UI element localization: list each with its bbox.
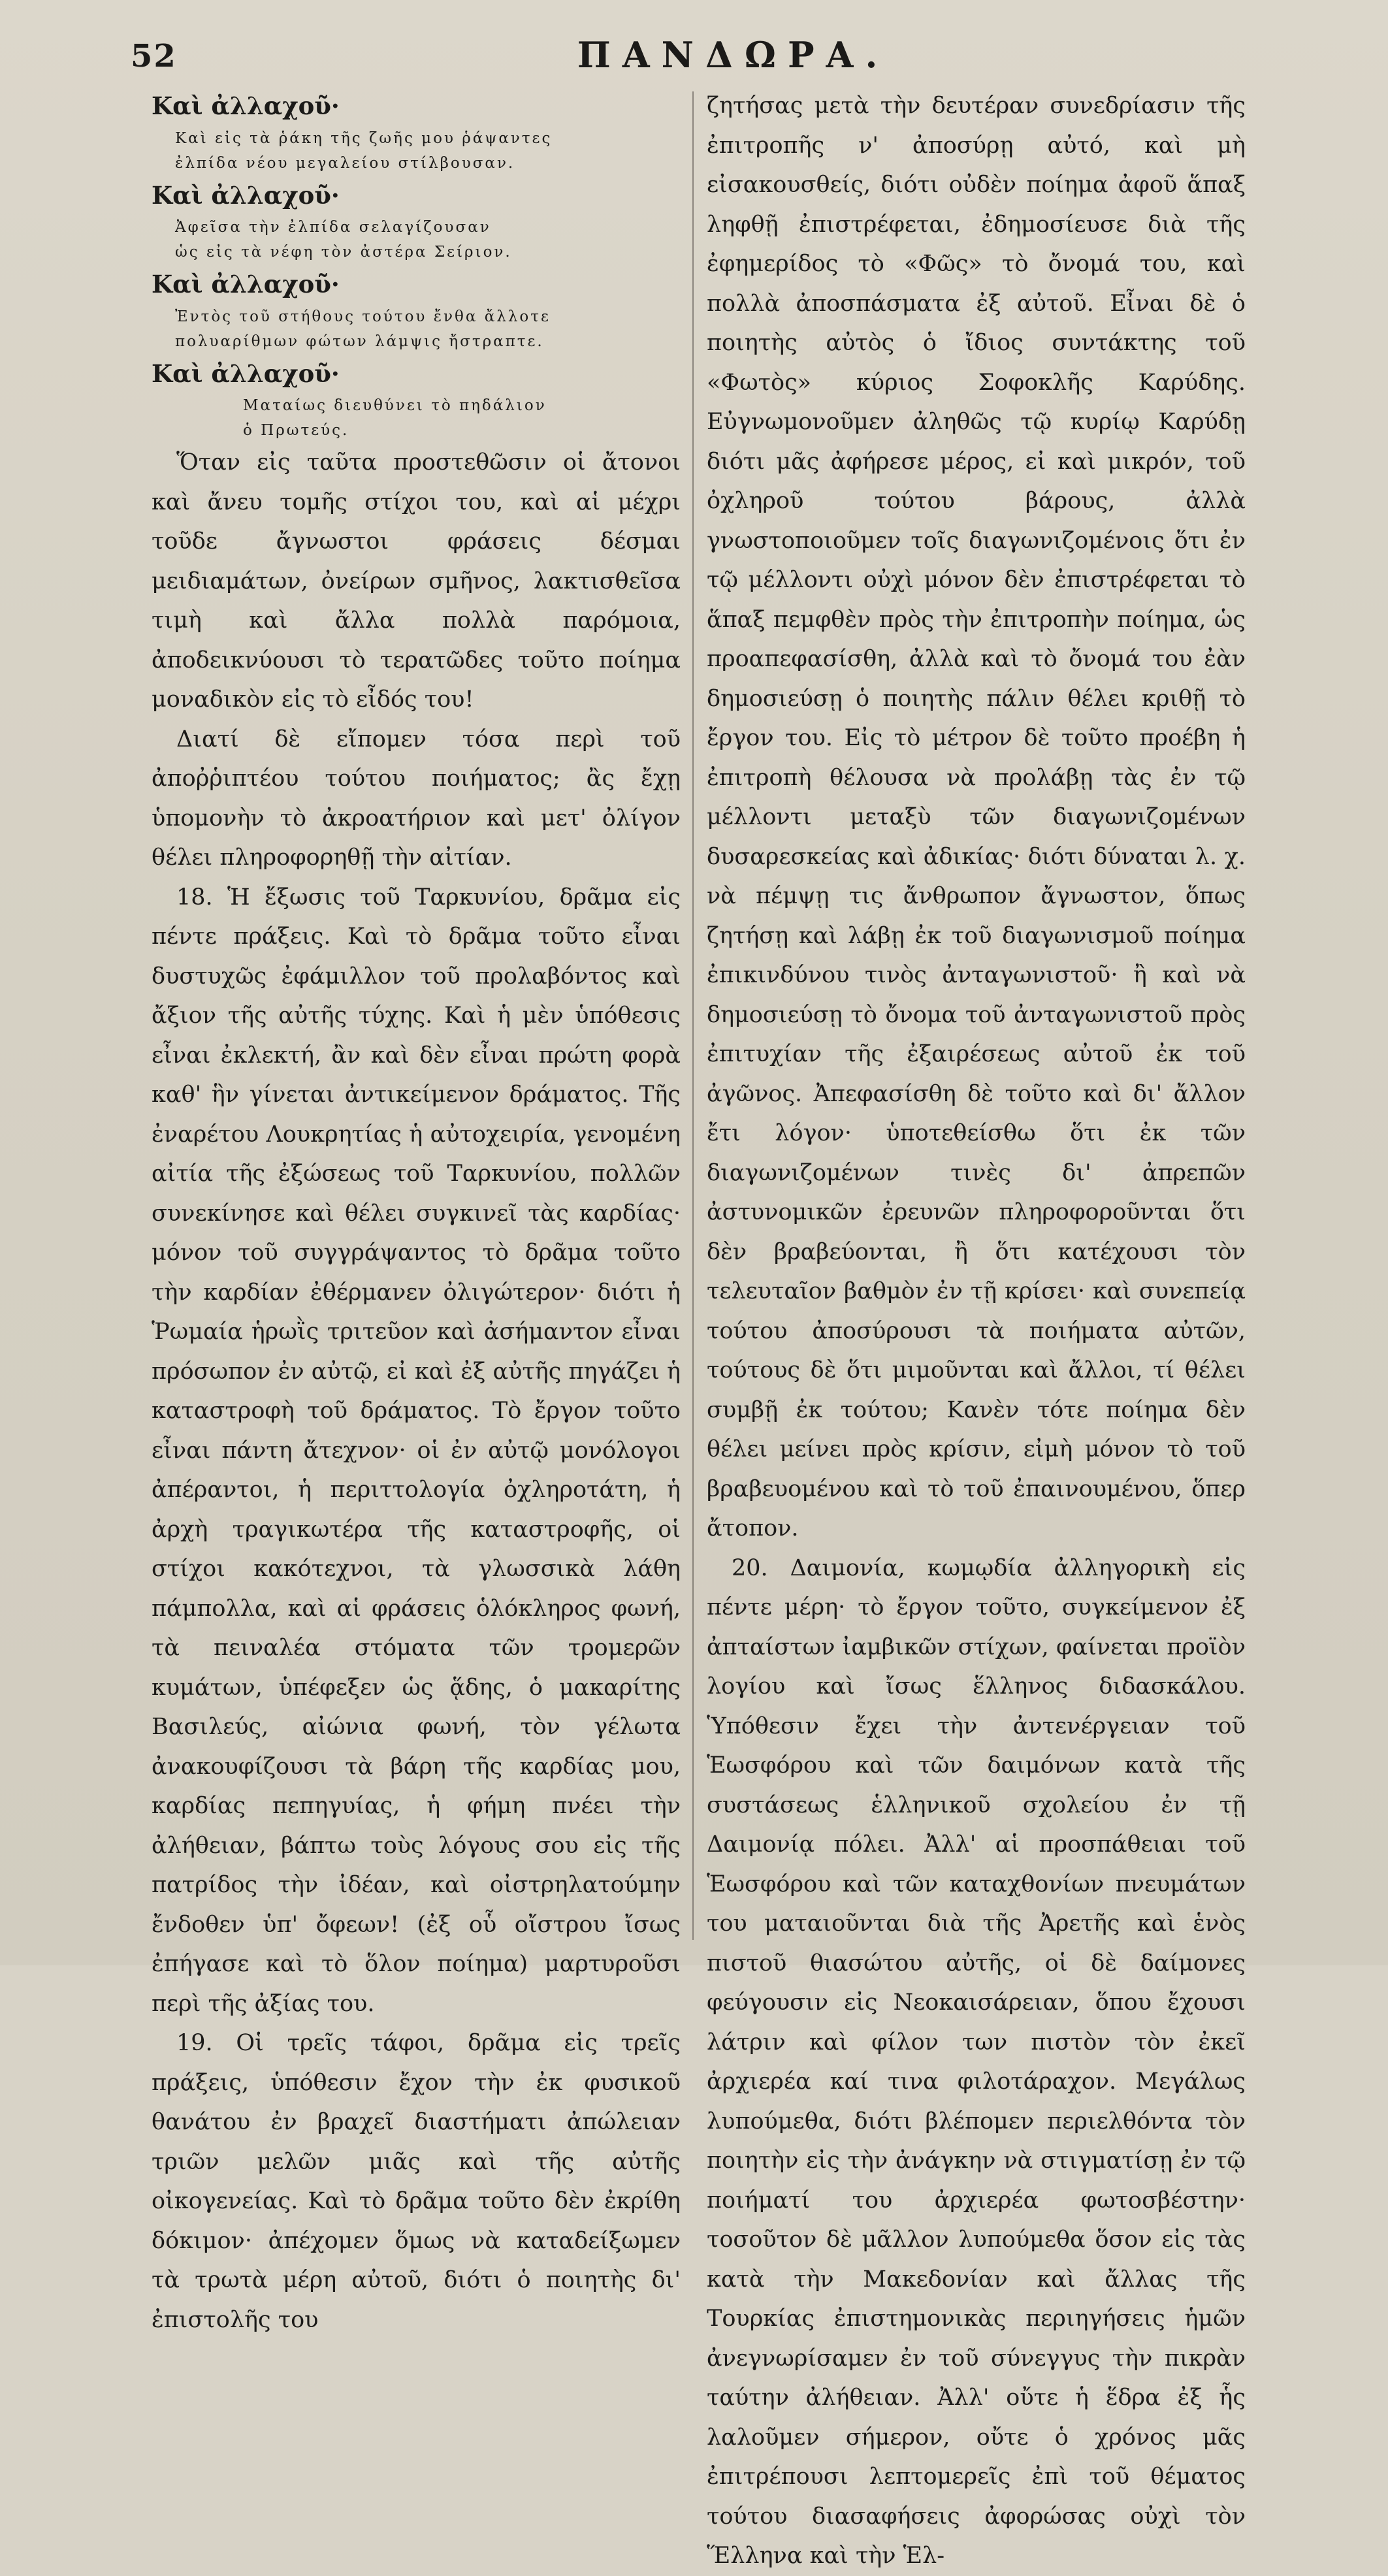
paragraph: Διατί δὲ εἴπομεν τόσα περὶ τοῦ ἀποῤῥιπτέου τούτου ποιήματος; ἂς ἔχῃ ὑπομονὴν τὸ ἀκροατήριον καὶ μετ' ὀλίγον θέλει πληροφορηθῇ τὴν αἰτίαν. — [152, 726, 681, 871]
verse-line: πολυαρίθμων φώτων λάμψις ἤστραπτε. — [175, 332, 544, 350]
right-column — [707, 86, 1246, 2569]
entry-18: 18. Ἡ ἔξωσις τοῦ Ταρκυνίου, δρᾶμα εἰς πέντε πράξεις. Καὶ τὸ δρᾶμα τοῦτο εἶναι δυστυχῶς ἐφάμιλλον τοῦ προλαβόντος καὶ ἄξιον τῆς αὐτῆς τύχης. Καὶ ἡ μὲν ὑπόθεσις εἶναι ἐκλεκτή, ἂν καὶ δὲν εἶναι πρώτη φορὰ καθ' ἣν γίνεται ἀντικείμενον δράματος. Τῆς ἐναρέτου Λουκρητίας ἡ αὐτοχειρία, γενομένη αἰτία τῆς ἐξώσεως τοῦ Ταρκυνίου, πολλῶν συνεκίνησε καὶ θέλει συγκινεῖ τὰς καρδίας· μόνον τοῦ συγγράψαντος τὸ δρᾶμα τοῦτο τὴν καρδίαν ἐθέρμανεν ὀλιγώτερον· διότι ἡ Ῥωμαία ἡρωῒς τριτεῦον καὶ ἀσήμαντον εἶναι πρόσωπον ἐν αὐτῷ, εἰ καὶ ἐξ αὐτῆς πηγάζει ἡ καταστροφὴ τοῦ δράματος. Τὸ ἔργον τοῦτο εἶναι πάντη ἄτεχνον· οἱ ἐν αὐτῷ μονόλογοι ἀπέραντοι, ἡ περιττολογία ὀχληροτάτη, ἡ ἀρχὴ τραγικωτέρα τῆς καταστροφῆς, οἱ στίχοι κακότεχνοι, τὰ γλωσσικὰ λάθη πάμπολλα, καὶ αἱ φράσεις ὁλόκληρος φωνή, τὰ πειναλέα στόματα τῶν τρομερῶν κυμάτων, ὑπέφεξεν ὡς ᾅδης, ὁ μακαρίτης Βασιλεύς, αἰώνια φωνή, τὸν γέλωτα ἀνακουφίζουσι τὰ βάρη τῆς καρδίας μου, καρδίας πεπηγυίας, ἡ φήμη πνέει τὴν ἀλήθειαν, βάπτω τοὺς λόγους σου εἰς τῆς πατρίδος τὴν ἰδέαν, καὶ οἰστρηλατούμην ἔνδοθεν ὑπ' ὄφεων! (ἐξ οὗ οἴστρου ἴσως ἐπήγασε καὶ τὸ ὅλον ποίημα) μαρτυροῦσι περὶ τῆς ἀξίας του. — [152, 884, 681, 2017]
left-column — [152, 86, 681, 2333]
quote-heading-2: Καὶ ἀλλαχοῦ· — [152, 180, 340, 210]
verse-line: ὁ Πρωτεύς. — [243, 422, 349, 439]
verse-quote-4 — [152, 393, 681, 443]
verse-line: ὡς εἰς τὰ νέφη τὸν ἀστέρα Σείριον. — [175, 244, 512, 261]
verse-quote-1 — [152, 126, 681, 176]
entry-19: 19. Οἱ τρεῖς τάφοι, δρᾶμα εἰς τρεῖς πράξεις, ὑπόθεσιν ἔχον τὴν ἐκ φυσικοῦ θανάτου ἐν βραχεῖ διαστήματι ἀπώλειαν τριῶν μελῶν μιᾶς καὶ τῆς αὐτῆς οἰκογενείας. Καὶ τὸ δρᾶμα τοῦτο δὲν ἐκρίθη δόκιμον· ἀπέχομεν ὅμως νὰ καταδείξωμεν τὰ τρωτὰ μέρη αὐτοῦ, διότι ὁ ποιητὴς δι' ἐπιστολῆς του — [152, 2030, 681, 2333]
quote-heading-1: Καὶ ἀλλαχοῦ· — [152, 91, 340, 120]
entry-20: 20. Δαιμονία, κωμῳδία ἀλληγορικὴ εἰς πέντε μέρη· τὸ ἔργον τοῦτο, συγκείμενον ἐξ ἀπταίστων ἰαμβικῶν στίχων, φαίνεται προϊὸν λογίου καὶ ἴσως ἕλληνος διδασκάλου. Ὑπόθεσιν ἔχει τὴν ἀντενέργειαν τοῦ Ἑωσφόρου καὶ τῶν δαιμόνων κατὰ τῆς συστάσεως ἑλληνικοῦ σχολείου ἐν τῇ Δαιμονίᾳ πόλει. Ἀλλ' αἱ προσπάθειαι τοῦ Ἑωσφόρου καὶ τῶν καταχθονίων πνευμάτων του ματαιοῦνται διὰ τῆς Ἀρετῆς καὶ ἑνὸς πιστοῦ θιασώτου αὐτῆς, οἱ δὲ δαίμονες φεύγουσιν εἰς Νεοκαισάρειαν, ὅπου ἔχουσι λάτριν καὶ φίλον των πιστὸν τὸν ἐκεῖ ἀρχιερέα καί τινα φιλοτάραχον. Μεγάλως λυπούμεθα, διότι βλέπομεν περιελθόντα τὸν ποιητὴν εἰς τὴν ἀνάγκην νὰ στιγματίσῃ ἐν τῷ ποιήματί του ἀρχιερέα φωτοσβέστην· τοσοῦτον δὲ μᾶλλον λυπούμεθα ὅσον εἰς τὰς κατὰ τὴν Μακεδονίαν καὶ ἄλλας τῆς Τουρκίας ἐπιστημονικὰς περιηγήσεις ἡμῶν ἀνεγνωρίσαμεν ἐν τοῦ σύνεγγυς τὴν πικρὰν ταύτην ἀλήθειαν. Ἀλλ' οὔτε ἡ ἕδρα ἐξ ἧς λαλοῦμεν σήμερον, οὔτε ὁ χρόνος μᾶς ἐπιτρέπουσι λεπτομερεῖς ἐπὶ τοῦ θέματος τούτου διασαφήσεις ἀφορώσας οὐχὶ τὸν Ἕλληνα καὶ τὴν Ἑλ- — [707, 1554, 1246, 2569]
quote-heading-4: Καὶ ἀλλαχοῦ· — [152, 359, 340, 388]
quote-heading-3: Καὶ ἀλλαχοῦ· — [152, 270, 340, 298]
paragraph-continued: ζητήσας μετὰ τὴν δευτέραν συνεδρίασιν τῆς ἐπιτροπῆς ν' ἀποσύρῃ αὐτό, καὶ μὴ εἰσακουσθείς, διότι οὐδὲν ποίημα ἀφοῦ ἅπαξ ληφθῇ ἐπιστρέφεται, ἐδημοσίευσε διὰ τῆς ἐφημερίδος τὸ «Φῶς» τὸ ὄνομά του, καὶ πολλὰ ἀποσπάσματα ἐξ αὐτοῦ. Εἶναι δὲ ὁ ποιητὴς αὐτὸς ὁ ἴδιος συντάκτης τοῦ «Φωτὸς» κύριος Σοφοκλῆς Καρύδης. Εὐγνωμονοῦμεν ἀληθῶς τῷ κυρίῳ Καρύδῃ διότι μᾶς ἀφήρεσε μέρος, εἰ καὶ μικρόν, τοῦ ὀχληροῦ τούτου βάρους, ἀλλὰ γνωστοποιοῦμεν τοῖς διαγωνιζομένοις ὅτι ἐν τῷ μέλλοντι οὐχὶ μόνον δὲν ἐπιστρέφεται τὸ ἅπαξ πεμφθὲν πρὸς τὴν ἐπιτροπὴν ποίημα, ὡς προαπεφασίσθη, ἀλλὰ καὶ τὸ ὄνομά του ἐὰν δημοσιεύσῃ ὁ ποιητὴς πάλιν θέλει κριθῇ τὸ ἔργον του. Εἰς τὸ μέτρον δὲ τοῦτο προέβη ἡ ἐπιτροπὴ θέλουσα νὰ προλάβῃ τὰς ἐν τῷ μέλλοντι μεταξὺ τῶν διαγωνιζομένων δυσαρεσκείας καὶ ἀδικίας· διότι δύναται λ. χ. νὰ πέμψῃ τις ἄνθρωπον ἄγνωστον, ὅπως ζητήσῃ καὶ λάβῃ ἐκ τοῦ διαγωνισμοῦ ποίημα ἐπικινδύνου τινὸς ἀνταγωνιστοῦ· ἢ καὶ νὰ δημοσιεύσῃ τὸ ὄνομα τοῦ ἀνταγωνιστοῦ πρὸς ἐπιτυχίαν τῆς ἐξαιρέσεως αὐτοῦ ἐκ τοῦ ἀγῶνος. Ἀπεφασίσθη δὲ τοῦτο καὶ δι' ἄλλον ἔτι λόγον· ὑποτεθείσθω ὅτι ἐκ τῶν διαγωνιζομένων τινὲς δι' ἀπρεπῶν ἀστυνομικῶν ἐρευνῶν πληροφοροῦνται ὅτι δὲν βραβεύονται, ἢ ὅτι κατέχουσι τὸν τελευταῖον βαθμὸν ἐν τῇ κρίσει· καὶ συνεπείᾳ τούτου ἀποσύρουσι τὰ ποιήματα αὐτῶν, τούτους δὲ ὅτι μιμοῦνται καὶ ἄλλοι, τί θέλει συμβῇ ἐκ τούτου; Κανὲν τότε ποίημα δὲν θέλει μείνει πρὸς κρίσιν, εἰμὴ μόνον τὸ τοῦ βραβευομένου καὶ τὸ τοῦ ἐπαινουμένου, ὅπερ ἄτοπον. — [707, 93, 1246, 1541]
paragraph: Ὅταν εἰς ταῦτα προστεθῶσιν οἱ ἄτονοι καὶ ἄνευ τομῆς στίχοι του, καὶ αἱ μέχρι τοῦδε ἄγνωστοι φράσεις δέσμαι μειδιαμάτων, ὀνείρων σμῆνος, λακτισθεῖσα τιμὴ καὶ ἄλλα πολλὰ παρόμοια, ἀποδεικνύουσι τὸ τερατῶδες τοῦτο ποίημα μοναδικὸν εἰς τὸ εἶδός του! — [152, 449, 681, 713]
verse-line: Ἐντὸς τοῦ στήθους τούτου ἔνθα ἄλλοτε — [175, 308, 551, 325]
verse-quote-2 — [152, 215, 681, 265]
page-number: 52 — [131, 38, 177, 74]
verse-quote-3 — [152, 304, 681, 354]
column-divider — [692, 91, 694, 1940]
running-title: ΠΑΝΔΩΡΑ. — [577, 34, 890, 76]
verse-line: Καὶ εἰς τὰ ῥάκη τῆς ζωῆς μου ῥάψαντες — [175, 129, 553, 147]
verse-line: ἐλπίδα νέου μεγαλείου στίλβουσαν. — [175, 154, 515, 172]
verse-line: Ἀφεῖσα τὴν ἐλπίδα σελαγίζουσαν — [175, 219, 491, 236]
verse-line: Ματαίως διευθύνει τὸ πηδάλιον — [243, 397, 547, 414]
